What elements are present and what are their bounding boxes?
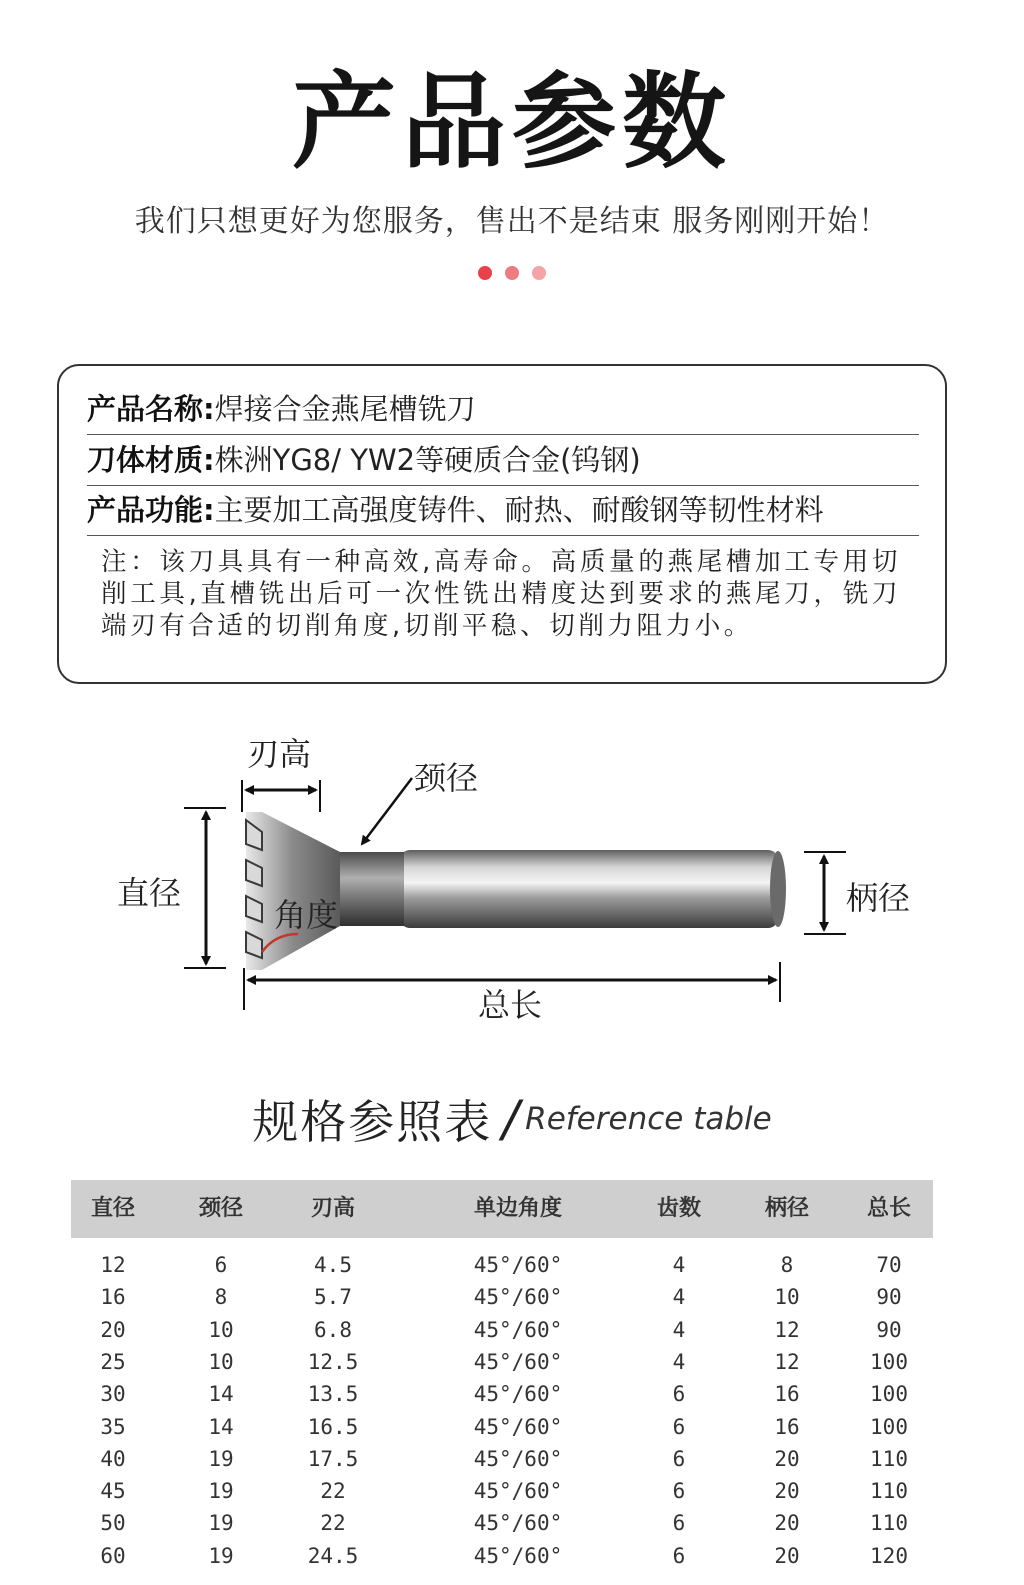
- table-row: [71, 1540, 933, 1572]
- cutter-body: [246, 812, 786, 970]
- table-cell: 30: [100, 1382, 126, 1407]
- info-value: 株洲YG8/ YW2等硬质合金(钨钢): [214, 443, 641, 477]
- table-cell: 19: [208, 1446, 234, 1471]
- table-cell: 110: [870, 1511, 908, 1536]
- info-key: 刀体材质:: [87, 443, 215, 477]
- table-cell: 110: [870, 1446, 908, 1471]
- column-header: 单边角度: [473, 1196, 562, 1221]
- table-row: [71, 1346, 933, 1378]
- table-cell: 40: [100, 1446, 126, 1471]
- table-cell: 5.7: [314, 1285, 352, 1310]
- table-cell: 45°/60°: [473, 1511, 563, 1536]
- table-row: [71, 1378, 933, 1410]
- info-row-material: [87, 435, 919, 486]
- table-cell: 6.8: [314, 1317, 352, 1342]
- table-cell: 100: [870, 1382, 908, 1407]
- column-header: 刃高: [310, 1196, 355, 1221]
- cutter-neck: [330, 852, 404, 926]
- label-neck-diameter: 颈径: [414, 759, 479, 797]
- cutter-shank: [400, 850, 778, 928]
- table-row: [71, 1314, 933, 1346]
- table-row: [71, 1281, 933, 1313]
- table-cell: 45°/60°: [473, 1414, 563, 1439]
- cutter-shank-end: [770, 851, 786, 927]
- page-title: 产品参数: [291, 61, 732, 183]
- table-cell: 14: [208, 1382, 234, 1407]
- table-cell: 16: [100, 1285, 126, 1310]
- info-row-name: [87, 384, 919, 435]
- table-cell: 10: [774, 1285, 800, 1310]
- table-cell: 12: [100, 1253, 126, 1277]
- table-cell: 45: [100, 1479, 126, 1504]
- table-cell: 6: [672, 1479, 686, 1504]
- table-cell: 12: [774, 1317, 800, 1342]
- table-cell: 35: [100, 1414, 126, 1439]
- table-cell: 45°/60°: [473, 1479, 563, 1504]
- table-cell: 60: [100, 1543, 126, 1568]
- table-cell: 20: [100, 1317, 126, 1342]
- column-header: 总长: [866, 1196, 911, 1221]
- table-cell: 4: [672, 1349, 686, 1374]
- table-cell: 45°/60°: [473, 1382, 563, 1407]
- dot-2: [505, 266, 519, 280]
- table-cell: 45°/60°: [473, 1253, 563, 1277]
- table-cell: 20: [774, 1446, 800, 1471]
- dot-1: [478, 266, 492, 280]
- table-cell: 4: [672, 1285, 686, 1310]
- label-diameter: 直径: [117, 874, 182, 912]
- column-header: 颈径: [198, 1196, 243, 1221]
- column-header: 柄径: [764, 1196, 809, 1221]
- table-cell: 20: [774, 1479, 800, 1504]
- column-header: 直径: [90, 1196, 135, 1221]
- table-row: [71, 1443, 933, 1475]
- table-row: [71, 1411, 933, 1443]
- product-info-box: [57, 364, 947, 684]
- table-cell: 17.5: [307, 1446, 359, 1471]
- decorative-dots: [0, 266, 1024, 280]
- label-blade-height: 刃高: [247, 735, 312, 773]
- table-row: [71, 1475, 933, 1507]
- table-cell: 50: [100, 1511, 126, 1536]
- table-cell: 13.5: [307, 1382, 359, 1407]
- table-cell: 4.5: [314, 1253, 352, 1277]
- table-cell: 6: [672, 1446, 686, 1471]
- table-cell: 45°/60°: [473, 1446, 563, 1471]
- table-cell: 6: [214, 1253, 228, 1277]
- table-cell: 4: [672, 1317, 686, 1342]
- table-row: [71, 1507, 933, 1539]
- table-cell: 45°/60°: [473, 1317, 563, 1342]
- table-cell: 70: [876, 1253, 902, 1277]
- table-cell: 10: [208, 1349, 234, 1374]
- product-note: 注：该刀具具有一种高效,高寿命。高质量的燕尾槽加工专用切削工具,直槽铣出后可一次性铣出精度达到要求的燕尾刀，铣刀端刃有合适的切削角度,切削平稳、切削力阻力小。: [101, 547, 901, 641]
- spec-title-slash: /: [502, 1090, 520, 1148]
- table-cell: 100: [870, 1349, 908, 1374]
- table-cell: 25: [100, 1349, 126, 1374]
- table-cell: 45°/60°: [473, 1349, 563, 1374]
- table-cell: 16: [774, 1414, 800, 1439]
- table-cell: 12: [774, 1349, 800, 1374]
- info-row-function: [87, 485, 919, 536]
- column-header: 齿数: [656, 1196, 701, 1221]
- table-cell: 90: [876, 1285, 902, 1310]
- table-cell: 20: [774, 1543, 800, 1568]
- table-cell: 20: [774, 1511, 800, 1536]
- table-cell: 6: [672, 1414, 686, 1439]
- table-cell: 10: [208, 1317, 234, 1342]
- table-cell: 6: [672, 1382, 686, 1407]
- table-cell: 12.5: [307, 1349, 359, 1374]
- table-cell: 6: [672, 1543, 686, 1568]
- label-angle: 角度: [274, 896, 339, 934]
- table-cell: 6: [672, 1511, 686, 1536]
- table-cell: 100: [870, 1414, 908, 1439]
- spec-section-title: [0, 1086, 1024, 1152]
- label-total-length: 总长: [478, 986, 543, 1024]
- page-subtitle: 我们只想更好为您服务，售出不是结束 服务刚刚开始！: [134, 204, 890, 239]
- table-cell: 8: [214, 1285, 228, 1310]
- table-cell: 90: [876, 1317, 902, 1342]
- table-cell: 8: [780, 1253, 794, 1277]
- table-cell: 22: [320, 1511, 346, 1536]
- label-shank-diameter: 柄径: [846, 879, 911, 917]
- table-cell: 45°/60°: [473, 1543, 563, 1568]
- info-key: 产品名称:: [87, 392, 215, 426]
- spec-title-en: Reference table: [525, 1101, 772, 1137]
- table-cell: 19: [208, 1479, 234, 1504]
- spec-table-header: [71, 1180, 933, 1238]
- table-cell: 110: [870, 1479, 908, 1504]
- table-row: [71, 1249, 933, 1281]
- info-value: 焊接合金燕尾槽铣刀: [214, 392, 476, 426]
- table-cell: 4: [672, 1253, 686, 1277]
- table-cell: 120: [870, 1543, 908, 1568]
- table-cell: 14: [208, 1414, 234, 1439]
- spec-title-cn: 规格参照表: [252, 1095, 493, 1149]
- table-cell: 19: [208, 1511, 234, 1536]
- table-cell: 16.5: [307, 1414, 359, 1439]
- info-value: 主要加工高强度铸件、耐热、耐酸钢等韧性材料: [214, 493, 824, 527]
- table-cell: 19: [208, 1543, 234, 1568]
- table-cell: 22: [320, 1479, 346, 1504]
- info-key: 产品功能:: [87, 493, 215, 527]
- table-cell: 45°/60°: [473, 1285, 563, 1310]
- table-cell: 24.5: [307, 1543, 359, 1568]
- table-cell: 16: [774, 1382, 800, 1407]
- dot-3: [532, 266, 546, 280]
